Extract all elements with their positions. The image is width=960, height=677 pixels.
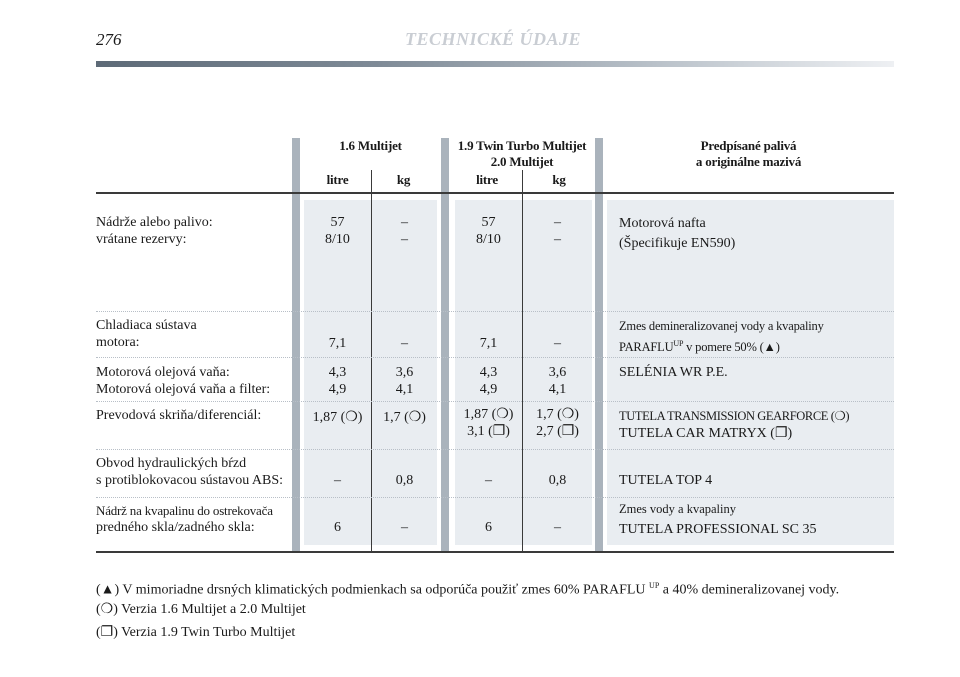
- cell-b-kg: 0,8: [548, 473, 567, 488]
- row-label-line: Nádrže alebo palivo:: [96, 215, 213, 230]
- cell-b-kg: –: [554, 520, 561, 535]
- note-text: a 40% demineralizovanej vody.: [659, 582, 840, 598]
- cell-value: 4,1: [548, 382, 567, 397]
- footnote-square: (❐) Verzia 1.9 Twin Turbo Multijet: [96, 625, 296, 640]
- cell-a-kg: 1,7 (❍): [383, 410, 426, 425]
- fuel-line: (Špecifikuje EN590): [619, 236, 736, 251]
- divider-bar-1: [292, 138, 300, 552]
- cell-b-litre: [455, 364, 522, 398]
- cell-value: –: [554, 232, 561, 247]
- cell-value: 3,1 (❐): [467, 424, 510, 439]
- cell-value: 4,3: [479, 365, 498, 380]
- cell-value: 1,7 (❍): [536, 407, 579, 422]
- cell-b-kg: –: [554, 336, 561, 351]
- cell-value: 3,6: [395, 365, 414, 380]
- row-label-line: s protiblokovacou sústavou ABS:: [96, 473, 284, 488]
- fuel-line: Zmes demineralizovanej vody a kvapaliny: [619, 319, 824, 333]
- header-col-b-line1: 1.9 Twin Turbo Multijet: [457, 138, 587, 153]
- note-text: (▲) V mimoriadne drsných klimatických podmienkach sa odporúča použiť zmes 60% PARAFLU: [96, 582, 650, 598]
- cell-value: 4,9: [328, 382, 347, 397]
- unit-kg-a: kg: [396, 172, 411, 187]
- header-col-c-line1: Predpísané palivá: [700, 138, 797, 153]
- cell-b-kg: [523, 364, 592, 398]
- cell-value: 1,87 (❍): [463, 407, 514, 422]
- cell-b-litre: [455, 214, 522, 248]
- cell-value: –: [401, 215, 408, 230]
- running-head: TECHNICKÉ ÚDAJE: [405, 29, 582, 49]
- cell-a-kg: 0,8: [395, 473, 414, 488]
- row-label-line: motora:: [96, 335, 140, 350]
- cell-value: 4,3: [328, 365, 347, 380]
- fuel-line: Motorová nafta: [619, 216, 706, 231]
- cell-a-litre: 1,87 (❍): [312, 410, 363, 425]
- cell-fuel-spec: [619, 501, 894, 538]
- table-top-rule: [96, 192, 894, 194]
- cell-b-litre: 6: [485, 520, 492, 535]
- cell-value: 57: [330, 215, 345, 230]
- cell-value: 8/10: [325, 232, 350, 247]
- cell-value: –: [401, 232, 408, 247]
- fuel-line: SELÉNIA WR P.E.: [619, 365, 728, 380]
- cell-a-kg: [372, 214, 437, 248]
- cell-fuel-spec: [619, 214, 894, 254]
- row-label-line: Obvod hydraulických bŕzd: [96, 456, 247, 471]
- footnote-circle: (❍) Verzia 1.6 Multijet a 2.0 Multijet: [96, 602, 306, 617]
- cell-a-litre: [304, 364, 371, 398]
- row-label-line: predného skla/zadného skla:: [96, 520, 255, 535]
- cell-value: 57: [481, 215, 496, 230]
- fuel-line: Zmes vody a kvapaliny: [619, 502, 736, 516]
- unit-litre-a: litre: [326, 172, 349, 187]
- row-label-line: Nádrž na kvapalinu do ostrekovača: [96, 503, 273, 518]
- cell-fuel-spec: [619, 472, 894, 489]
- fuel-line: TUTELA TOP 4: [619, 473, 713, 488]
- table-bottom-rule: [96, 551, 894, 553]
- header-col-b-line2: 2.0 Multijet: [490, 154, 554, 169]
- cell-a-litre: [304, 214, 371, 248]
- divider-bar-3: [595, 138, 603, 552]
- row-separator: [96, 449, 894, 450]
- row-label-line: Prevodová skriňa/diferenciál:: [96, 408, 262, 423]
- row-label-coolant: [96, 317, 292, 351]
- row-separator: [96, 357, 894, 358]
- fuel-sup: UP: [673, 339, 684, 348]
- note-sup: UP: [649, 581, 660, 590]
- fuel-line: TUTELA TRANSMISSION GEARFORCE (❍): [619, 409, 850, 423]
- row-label-washer-tank: [96, 502, 292, 536]
- cell-fuel-spec: [619, 408, 894, 442]
- cell-a-kg: –: [401, 336, 408, 351]
- row-label-brake-circuit: [96, 455, 292, 489]
- fuel-text: v pomere 50% (▲): [683, 340, 780, 355]
- fuel-line: TUTELA PROFESSIONAL SC 35: [619, 522, 817, 537]
- header-col-c-line2: a originálne mazivá: [695, 154, 802, 169]
- divider-bar-2: [441, 138, 449, 552]
- row-label-gearbox: [96, 407, 292, 424]
- cell-fuel-spec: [619, 318, 894, 356]
- cell-a-kg: [372, 364, 437, 398]
- cell-value: 8/10: [476, 232, 501, 247]
- footnote-triangle: [96, 577, 839, 599]
- cell-b-kg: [523, 406, 592, 440]
- row-separator: [96, 497, 894, 498]
- row-separator: [96, 311, 894, 312]
- unit-kg-b: kg: [552, 172, 566, 187]
- header-col-a: 1.6 Multijet: [339, 138, 402, 153]
- row-label-line: Motorová olejová vaňa:: [96, 365, 230, 380]
- cell-a-litre: –: [334, 473, 341, 488]
- row-label-line: Chladiaca sústava: [96, 318, 197, 333]
- cell-a-kg: –: [401, 520, 408, 535]
- row-label-fuel-tank: [96, 214, 292, 248]
- cell-value: 3,6: [548, 365, 567, 380]
- cell-a-litre: 6: [334, 520, 341, 535]
- cell-value: 4,9: [479, 382, 498, 397]
- cell-b-kg: [523, 214, 592, 248]
- cell-fuel-spec: [619, 364, 894, 381]
- cell-value: –: [554, 215, 561, 230]
- row-label-line: vrátane rezervy:: [96, 232, 187, 247]
- header-rule: [96, 61, 894, 67]
- fuel-line: TUTELA CAR MATRYX (❐): [619, 426, 793, 441]
- row-separator: [96, 401, 894, 402]
- page-number: 276: [96, 30, 122, 49]
- cell-value: 2,7 (❐): [536, 424, 579, 439]
- fuel-text: PARAFLU: [619, 340, 674, 355]
- unit-litre-b: litre: [476, 172, 498, 187]
- row-label-oil-sump: [96, 364, 292, 398]
- cell-b-litre: –: [485, 473, 492, 488]
- cell-a-litre: 7,1: [328, 336, 347, 351]
- cell-b-litre: [455, 406, 522, 440]
- fuel-line: [619, 335, 894, 356]
- row-label-line: Motorová olejová vaňa a filter:: [96, 382, 271, 397]
- cell-b-litre: 7,1: [479, 336, 498, 351]
- cell-value: 4,1: [395, 382, 414, 397]
